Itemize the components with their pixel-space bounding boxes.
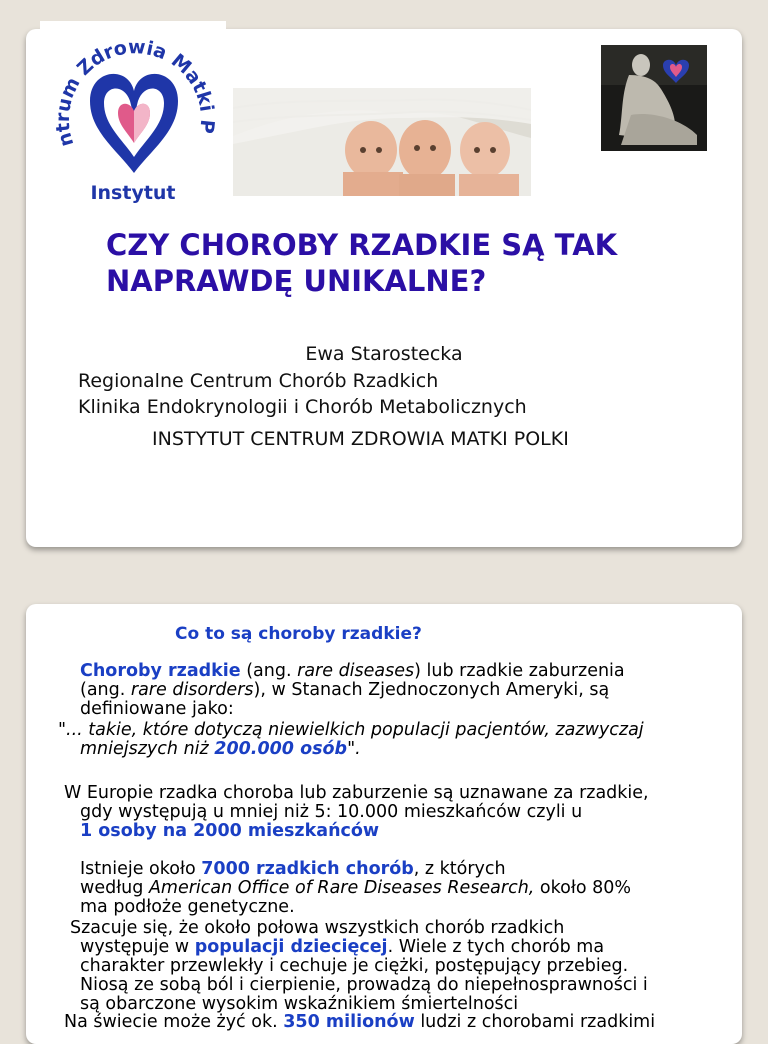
threshold-1-in-2000: 1 osoby na 2000 mieszkańców xyxy=(80,821,380,841)
slide-title xyxy=(106,227,726,299)
definition-slide xyxy=(26,604,742,1044)
text-segment: rare diseases xyxy=(297,661,415,681)
affiliation-2: Klinika Endokrynologii i Chorób Metabolicznych xyxy=(78,396,527,418)
text-segment: około 80% xyxy=(534,878,631,898)
text-segment: Na świecie może żyć ok. xyxy=(64,1012,284,1032)
text-line: charakter przewlekły i cechuje je ciężki, postępujący przebieg. xyxy=(80,956,629,976)
paragraph-number-of-diseases xyxy=(80,860,631,917)
paragraph-europe-definition xyxy=(64,784,649,841)
institute-logo xyxy=(40,21,226,207)
text-segment: (ang. xyxy=(240,661,298,681)
slide-heading: Co to są choroby rzadkie? xyxy=(175,624,422,644)
text-segment: Istnieje około xyxy=(80,859,202,879)
term-child-population: populacji dziecięcej xyxy=(194,937,388,957)
three-babies-photo xyxy=(233,88,531,196)
logo-bottom-text: Instytut xyxy=(90,182,176,204)
text-line: są obarczone wysokim wskaźnikiem śmiertelności xyxy=(80,994,519,1014)
term-rare-diseases: Choroby rzadkie xyxy=(80,661,241,681)
count-350-million: 350 milionów xyxy=(283,1012,415,1032)
threshold-200000: 200.000 osób xyxy=(214,739,348,759)
paragraph-world-count xyxy=(64,1013,655,1032)
title-line-2: NAPRAWDĘ UNIKALNE? xyxy=(106,264,487,298)
text-segment: mniejszych niż xyxy=(80,739,215,759)
text-segment: definiowane jako: xyxy=(80,699,234,719)
text-segment: (ang. xyxy=(80,680,131,700)
text-segment: według xyxy=(80,878,149,898)
institute-name: INSTYTUT CENTRUM ZDROWIA MATKI POLKI xyxy=(152,428,569,450)
text-segment: ludzi z chorobami rzadkimi xyxy=(414,1012,656,1032)
text-line: Niosą ze sobą ból i cierpienie, prowadzą do niepełnosprawności i xyxy=(80,975,648,995)
paragraph-children xyxy=(70,919,648,1014)
text-segment: występuje w xyxy=(80,937,195,957)
text-segment: rare disorders xyxy=(130,680,254,700)
author-name: Ewa Starostecka xyxy=(305,343,463,365)
text-line: W Europie rzadka choroba lub zaburzenie są uznawane za rzadkie, xyxy=(64,783,649,803)
text-line: Szacuje się, że około połowa wszystkich chorób rzadkich xyxy=(70,918,565,938)
count-7000-diseases: 7000 rzadkich chorób xyxy=(201,859,414,879)
title-line-1: CZY CHOROBY RZADKIE SĄ TAK xyxy=(106,228,618,262)
heart-w-icon xyxy=(40,21,226,207)
text-segment: ) lub rzadkie zaburzenia xyxy=(414,661,625,681)
affiliation-1: Regionalne Centrum Chorób Rzadkich xyxy=(78,370,439,392)
title-slide xyxy=(26,29,742,547)
text-segment: . Wiele z tych chorób ma xyxy=(387,937,605,957)
text-segment: , z których xyxy=(413,859,506,879)
paragraph-us-definition xyxy=(80,662,625,719)
mother-statue-photo xyxy=(601,45,707,151)
logo-ring-text: ntrum Zdrowia Matki P xyxy=(51,36,219,150)
text-segment: ma podłoże genetyczne. xyxy=(80,897,295,917)
quote-line-1: "... takie, które dotyczą niewielkich populacji pacjentów, zazwyczaj xyxy=(58,720,644,740)
text-line: gdy występują u mniej niż 5: 10.000 mieszkańców czyli u xyxy=(80,802,583,822)
text-segment: ". xyxy=(347,739,361,759)
us-definition-quote xyxy=(58,721,644,759)
text-segment: ), w Stanach Zjednoczonych Ameryki, są xyxy=(253,680,610,700)
text-segment: American Office of Rare Diseases Research, xyxy=(148,878,535,898)
